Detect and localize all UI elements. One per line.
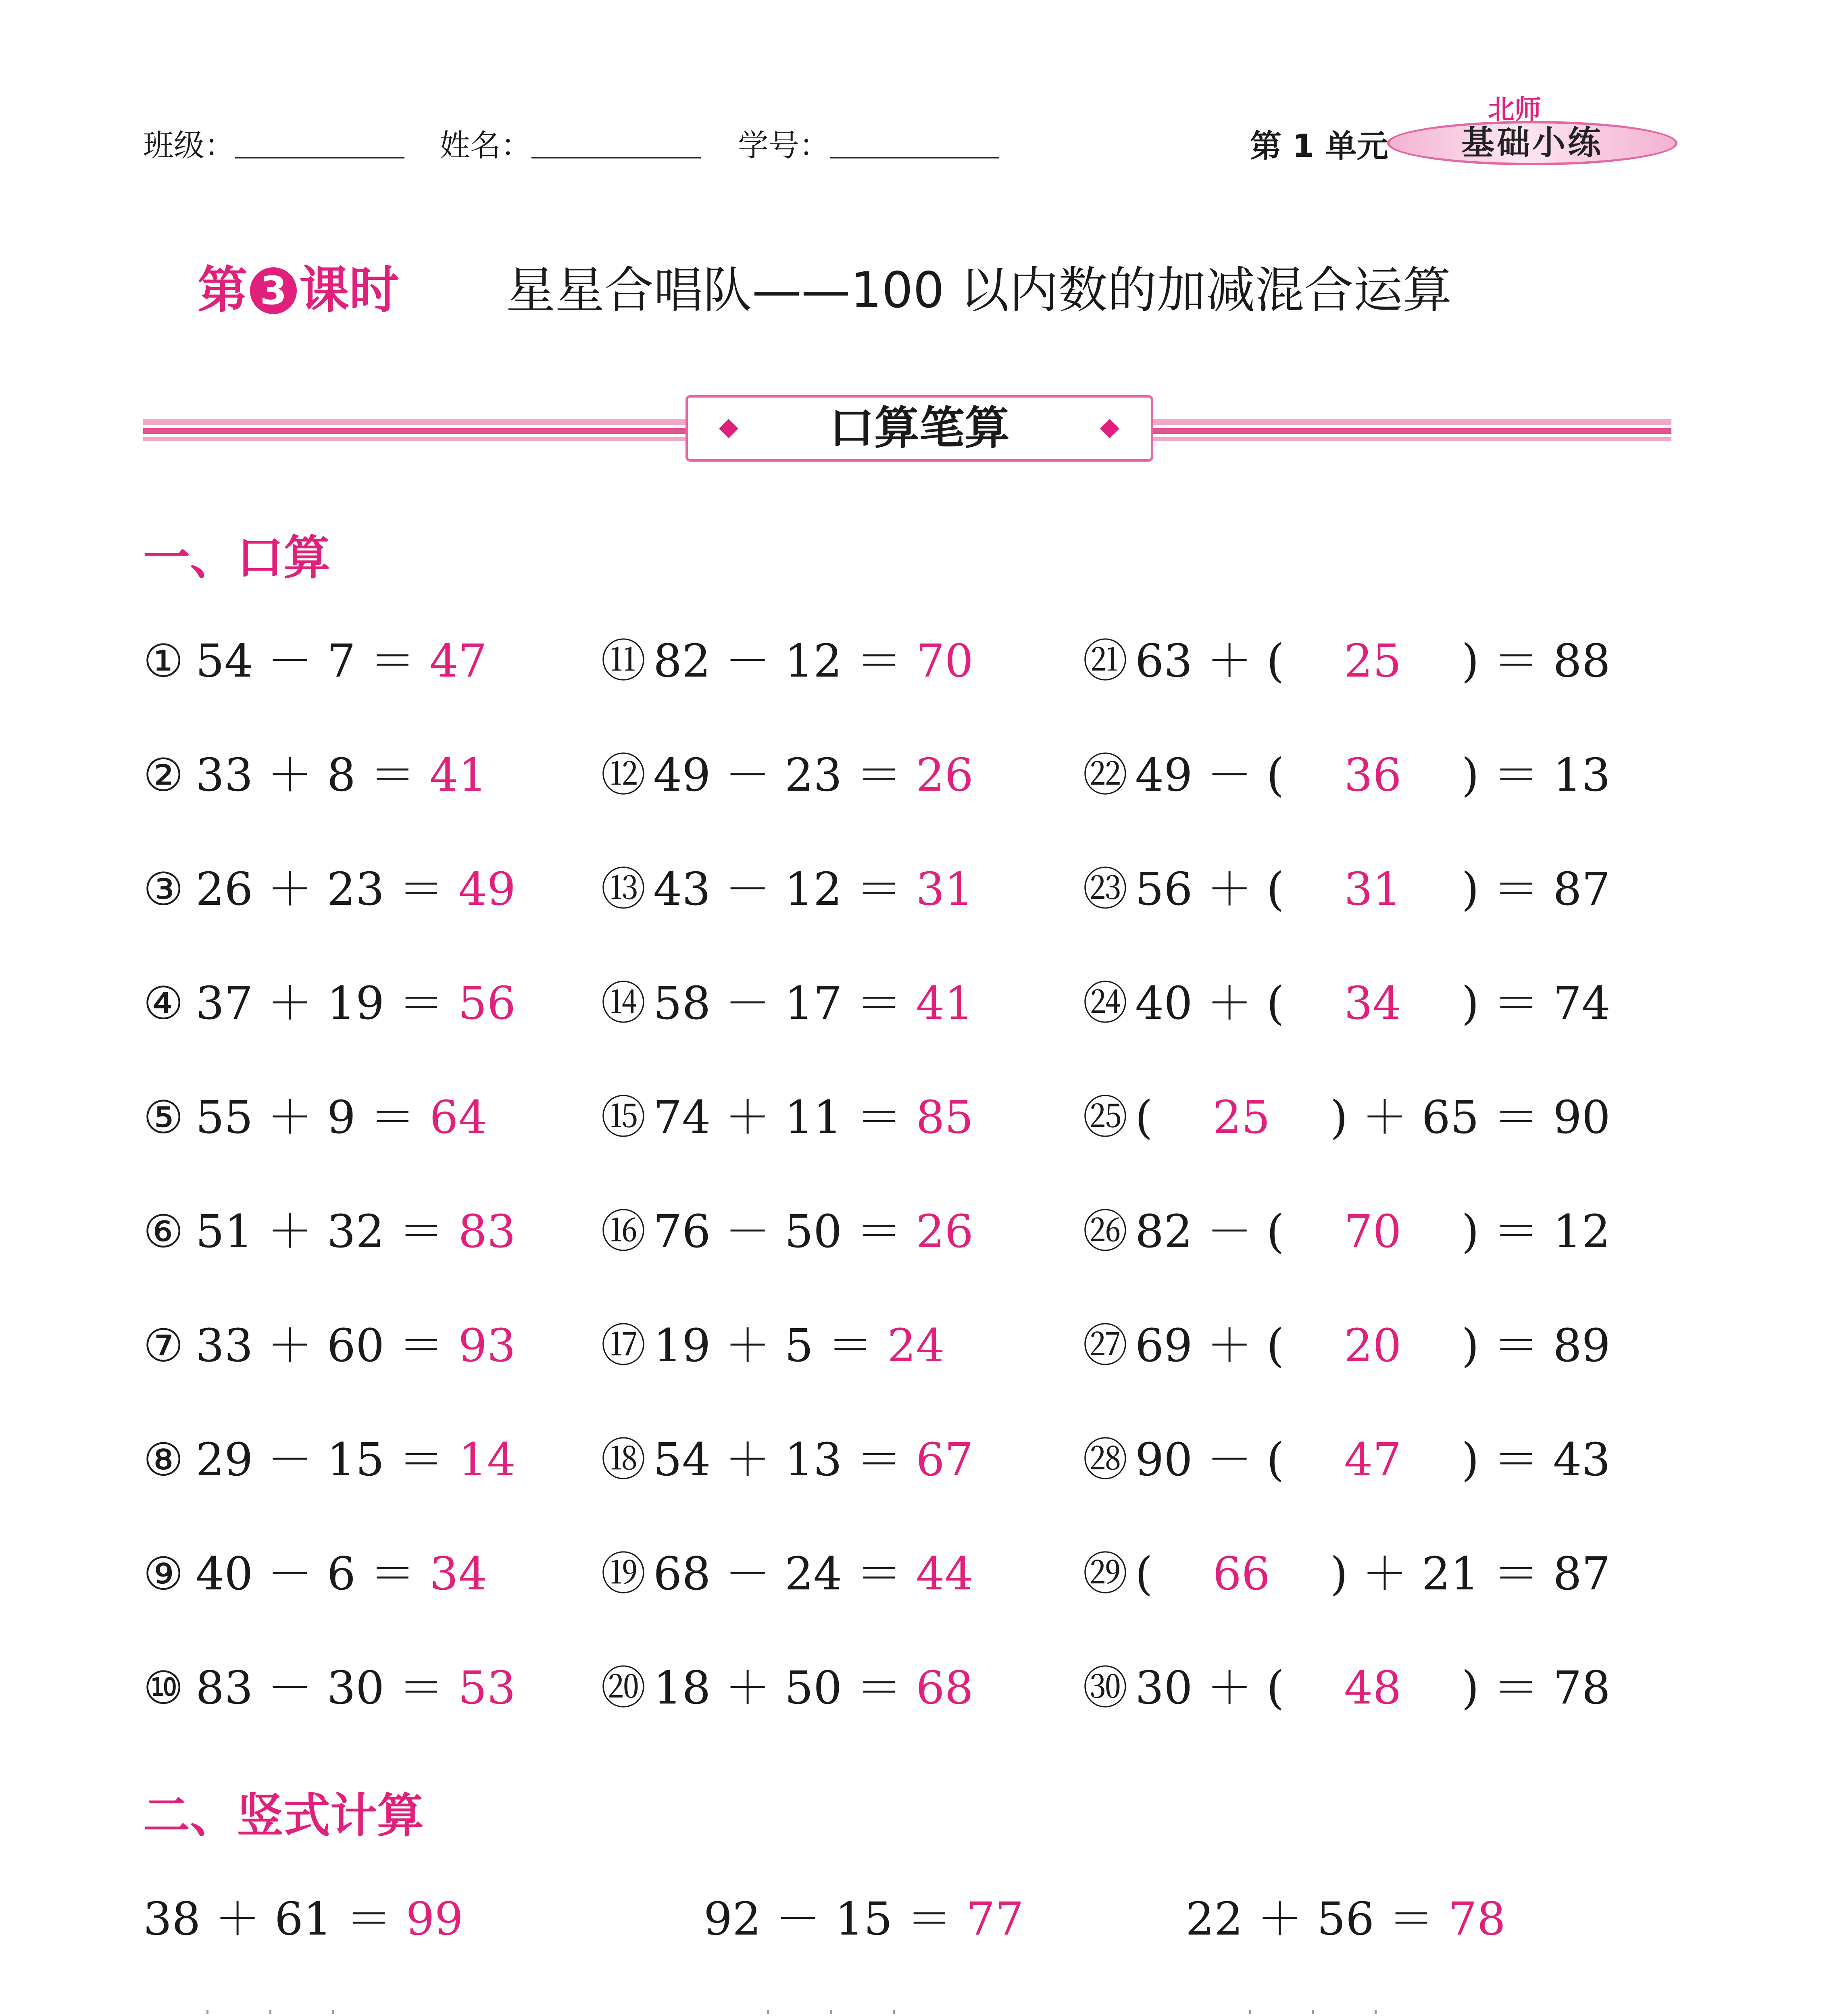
column-guide (332, 2010, 334, 2016)
oral-problem: ⑮ 74 ＋ 11 ＝ 85 (601, 1091, 973, 1144)
oral-problem: ⑤ 55 ＋ 9 ＝ 64 (143, 1091, 487, 1144)
oral-problem: ⑲ 68 － 24 ＝ 44 (601, 1548, 973, 1600)
name-field: 姓名： (440, 121, 701, 165)
vertical-problem-expr: 92 － 15 ＝ 77 (704, 1893, 1024, 1945)
lesson-title: 星星合唱队——100 以内数的加减混合运算 (506, 262, 1452, 319)
vertical-problem-expr: 38 ＋ 61 ＝ 99 (143, 1893, 463, 1945)
oral-problem: ⑯ 76 － 50 ＝ 26 (601, 1206, 973, 1258)
oral-problem: ⑥ 51 ＋ 32 ＝ 83 (143, 1206, 516, 1258)
section-oral-title: 一、口算 (143, 531, 330, 585)
oral-problem: ㉚ 30 ＋ ( 48 ) ＝ 78 (1083, 1662, 1611, 1714)
column-guide (1312, 2010, 1314, 2016)
oral-problem: ⑱ 54 ＋ 13 ＝ 67 (601, 1434, 973, 1486)
column-guide (893, 2010, 895, 2016)
oral-problem: ⑭ 58 － 17 ＝ 41 (601, 977, 973, 1030)
oral-problem: ⑳ 18 ＋ 50 ＝ 68 (601, 1662, 973, 1714)
oral-problem: ㉗ 69 ＋ ( 20 ) ＝ 89 (1083, 1320, 1611, 1372)
name-blank[interactable] (531, 153, 701, 158)
publisher-label: 北师 (1488, 94, 1541, 125)
class-blank[interactable] (235, 153, 404, 158)
oral-problem: ① 54 － 7 ＝ 47 (143, 635, 487, 687)
column-guide (269, 2010, 271, 2016)
brand-name: 基础小练 (1461, 124, 1603, 162)
oral-problem: ② 33 ＋ 8 ＝ 41 (143, 749, 487, 802)
lesson-label: 第 3 课时 (198, 261, 400, 319)
oral-problem: ㉕ ( 25 ) ＋ 65 ＝ 90 (1083, 1091, 1611, 1144)
oral-problem: ⑨ 40 － 6 ＝ 34 (143, 1548, 487, 1600)
oral-problem: ⑧ 29 － 15 ＝ 14 (143, 1434, 516, 1486)
column-guide (1249, 2010, 1251, 2016)
oral-problem: ㉓ 56 ＋ ( 31 ) ＝ 87 (1083, 863, 1611, 916)
student-id-blank[interactable] (830, 153, 999, 158)
oral-problem: ④ 37 ＋ 19 ＝ 56 (143, 977, 516, 1030)
banner-title: 口算笔算 (829, 402, 1010, 454)
oral-problem: ㉑ 63 ＋ ( 25 ) ＝ 88 (1083, 635, 1611, 687)
lesson-number-badge: 3 (250, 267, 297, 314)
oral-problem: ㉖ 82 － ( 70 ) ＝ 12 (1083, 1206, 1611, 1258)
column-guide (767, 2010, 769, 2016)
column-guide (1375, 2010, 1377, 2016)
oral-problem: ⑬ 43 － 12 ＝ 31 (601, 863, 973, 916)
oral-problem: ⑦ 33 ＋ 60 ＝ 93 (143, 1320, 516, 1372)
column-guide (830, 2010, 832, 2016)
student-id-field: 学号： (738, 121, 999, 165)
oral-problem: ㉙ ( 66 ) ＋ 21 ＝ 87 (1083, 1548, 1611, 1600)
oral-problem: ㉘ 90 － ( 47 ) ＝ 43 (1083, 1434, 1611, 1486)
oral-problem: ㉒ 49 － ( 36 ) ＝ 13 (1083, 749, 1611, 802)
oral-problem: ㉔ 40 ＋ ( 34 ) ＝ 74 (1083, 977, 1611, 1030)
oral-problem: ⑩ 83 － 30 ＝ 53 (143, 1662, 516, 1714)
column-guide (206, 2010, 208, 2016)
oral-problem: ⑪ 82 － 12 ＝ 70 (601, 635, 973, 687)
class-field: 班级： (143, 121, 404, 165)
oral-problem: ③ 26 ＋ 23 ＝ 49 (143, 863, 516, 916)
unit-label: 第 1 单元 (1250, 128, 1388, 165)
section-vertical-title: 二、竖式计算 (143, 1789, 424, 1843)
vertical-problem-expr: 22 ＋ 56 ＝ 78 (1186, 1893, 1506, 1945)
oral-problem: ⑰ 19 ＋ 5 ＝ 24 (601, 1320, 945, 1372)
oral-problem: ⑫ 49 － 23 ＝ 26 (601, 749, 973, 802)
